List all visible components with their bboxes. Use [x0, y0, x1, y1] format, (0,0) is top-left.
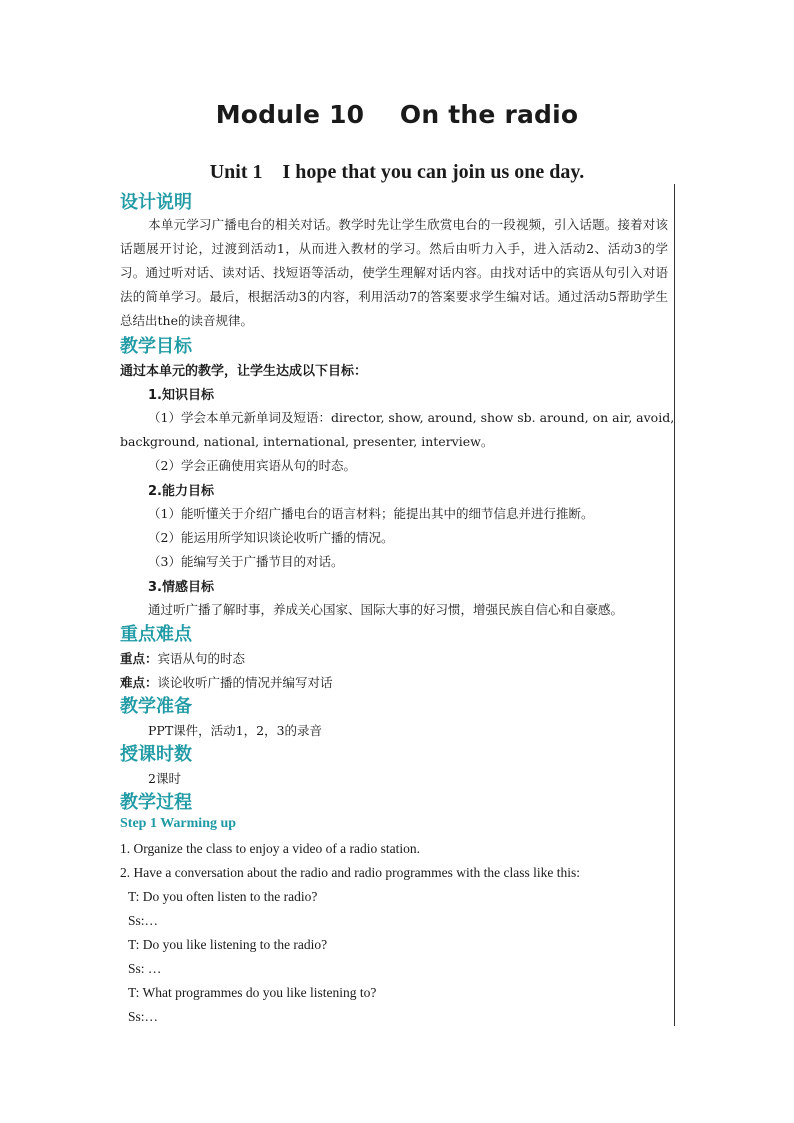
difficult-point [120, 673, 333, 691]
knowledge-goal-2: （2）学会正确使用宾语从句的时态。 [148, 458, 356, 473]
step-1-title: Step 1 Warming up [120, 816, 237, 831]
process-heading: 教学过程 [120, 792, 192, 813]
dialogue-line-3: T: Do you like listening to the radio? [128, 937, 328, 952]
difficult-point-label: 难点： [120, 675, 158, 690]
design-heading: 设计说明 [120, 192, 192, 213]
process-line-2: 2. Have a conversation about the radio and radio programmes with the class like this: [120, 865, 580, 880]
emotion-goal-title: 3.情感目标 [148, 580, 214, 595]
keypoints-heading: 重点难点 [120, 624, 192, 645]
table-border-line [674, 184, 675, 1026]
key-point-text: 宾语从句的时态 [157, 651, 246, 666]
knowledge-goal-title: 1.知识目标 [148, 388, 214, 403]
design-paragraph [120, 213, 668, 333]
hours-heading: 授课时数 [120, 744, 192, 765]
key-point-label: 重点： [120, 651, 158, 666]
difficult-point-text: 谈论收听广播的情况并编写对话 [157, 675, 333, 690]
goals-intro: 通过本单元的教学，让学生达成以下目标： [120, 364, 368, 379]
unit-title: Unit 1 I hope that you can join us one day. [209, 161, 585, 183]
dialogue-line-5: T: What programmes do you like listening to? [128, 985, 377, 1000]
prep-text: PPT课件，活动1，2，3的录音 [148, 723, 323, 738]
prep-heading: 教学准备 [120, 696, 192, 717]
ability-goal-title: 2.能力目标 [148, 484, 214, 499]
ability-goal-3: （3）能编写关于广播节目的对话。 [148, 554, 344, 569]
knowledge-goal-1-cont: background, national, international, presenter, interview。 [120, 434, 494, 449]
dialogue-line-4: Ss: … [128, 961, 162, 976]
design-text: 本单元学习广播电台的相关对话。教学时先让学生欣赏电台的一段视频，引入话题。接着对该话题展开讨论，过渡到活动1，从而进入教材的学习。然后由听力入手，进入活动2、活动3的学习。通过听对话、读对话、找短语等活动，使学生理解对话内容。由找对话中的宾语从句引入对语法的简单学习。最后，根据活动3的内容，利用活动7的答案要求学生编对话。通过活动5帮助学生总结出the的读音规律。 [120, 217, 668, 328]
dialogue-line-2: Ss:… [128, 913, 159, 928]
hours-text: 2课时 [148, 771, 181, 786]
goals-heading: 教学目标 [120, 336, 192, 357]
process-line-1: 1. Organize the class to enjoy a video of a radio station. [120, 841, 421, 856]
knowledge-goal-1: （1）学会本单元新单词及短语：director, show, around, show sb. around, on air, avoid, [148, 410, 675, 425]
ability-goal-1: （1）能听懂关于介绍广播电台的语言材料；能提出其中的细节信息并进行推断。 [148, 506, 594, 521]
dialogue-line-1: T: Do you often listen to the radio? [128, 889, 318, 904]
module-title: Module 10 On the radio [215, 100, 579, 129]
key-point [120, 649, 245, 667]
emotion-goal-1: 通过听广播了解时事，养成关心国家、国际大事的好习惯，增强民族自信心和自豪感。 [148, 602, 624, 617]
ability-goal-2: （2）能运用所学知识谈论收听广播的情况。 [148, 530, 394, 545]
dialogue-line-6: Ss:… [128, 1009, 159, 1024]
